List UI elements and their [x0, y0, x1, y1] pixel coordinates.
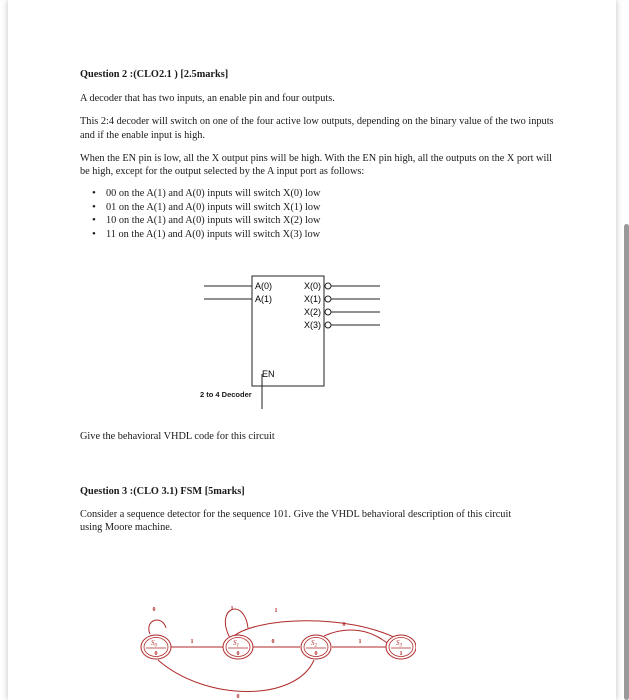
state-s2-output: 0	[314, 651, 318, 657]
question-3-title: Question 3 :(CLO 3.1) FSM [5marks]	[80, 486, 245, 497]
label-s1-self: 1	[230, 606, 234, 612]
label-x0: X(0)	[304, 281, 322, 291]
label-s0-s1: 1	[190, 639, 194, 645]
edge-s2-s0	[158, 660, 314, 692]
bullet-list	[80, 187, 560, 241]
document-page	[8, 0, 616, 700]
label-en: EN	[262, 369, 275, 379]
fsm-transition-labels	[153, 606, 362, 700]
label-a1: A(1)	[255, 294, 273, 304]
s0-self-loop	[149, 620, 166, 634]
label-s1-s2: 0	[271, 639, 275, 645]
question-3-para: Consider a sequence detector for the sequence 101. Give the VHDL behavioral description of this circuit using Moore machine.	[80, 509, 512, 534]
question-2-para1: This 2:4 decoder will switch on one of the four active low outputs, depending on the binary value of the two inputs and if the enable input is high.	[80, 116, 554, 141]
label-x1: X(1)	[304, 294, 322, 304]
label-s3-s2: 0	[342, 622, 346, 628]
output-x0-bubble	[325, 283, 331, 289]
fsm-edges	[149, 609, 400, 691]
question-2-intro: A decoder that has two inputs, an enable pin and four outputs.	[80, 93, 335, 105]
state-s0-output: 0	[154, 651, 158, 657]
document-content	[80, 68, 560, 242]
fsm-outputs	[155, 651, 403, 657]
label-x2: X(2)	[304, 307, 322, 317]
list-item: • 10 on the A(1) and A(0) inputs will switch X(2) low	[106, 214, 560, 228]
state-s3-output: 1	[399, 651, 403, 657]
label-x3: X(3)	[304, 320, 322, 330]
state-s1-output: 0	[236, 651, 240, 657]
question-2-title: Question 2 :(CLO2.1 ) [2.5marks]	[80, 69, 229, 80]
state-s0-name: $S_0$	[151, 639, 157, 649]
label-s2-s0: 0	[236, 694, 240, 700]
diagram-caption: 2 to 4 Decoder	[200, 390, 252, 399]
list-item: • 01 on the A(1) and A(0) inputs will switch X(1) low	[106, 201, 560, 215]
label-a0: A(0)	[255, 281, 273, 291]
decoder-diagram	[198, 274, 398, 409]
list-item: • 11 on the A(1) and A(0) inputs will switch X(3) low	[106, 228, 560, 242]
output-x2-bubble	[325, 309, 331, 315]
label-s2-s3: 1	[358, 639, 362, 645]
state-s3-name: $S_3$	[396, 639, 402, 649]
output-x1-bubble	[325, 296, 331, 302]
label-s3-s1: 1	[274, 608, 278, 614]
state-s1-name: $S_1$	[233, 639, 239, 649]
list-item: • 00 on the A(1) and A(0) inputs will switch X(0) low	[106, 187, 560, 201]
state-s2-name: $S_2$	[311, 639, 317, 649]
scrollbar[interactable]	[624, 224, 629, 700]
output-x3-bubble	[325, 322, 331, 328]
question-2-para2: When the EN pin is low, all the X output pins will be high. With the EN pin high, all the outputs on the X port will be high, except for the output selected by the A input port as follows:	[80, 152, 553, 178]
question-2-task: Give the behavioral VHDL code for this circuit	[80, 431, 275, 442]
label-s0-self: 0	[152, 607, 156, 613]
fsm-diagram	[136, 598, 416, 700]
